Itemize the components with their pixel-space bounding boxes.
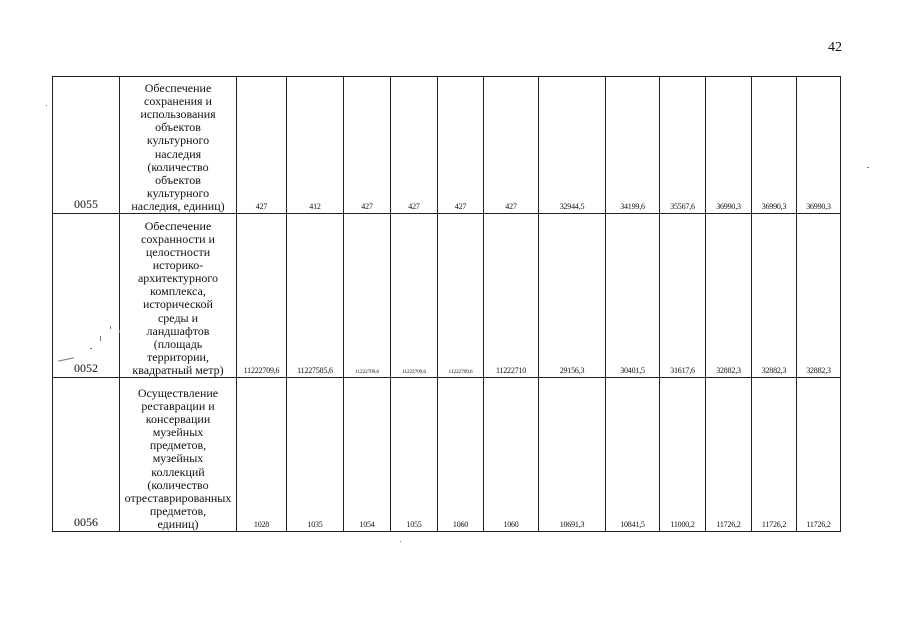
row-description: Осуществление реставрации и консервации музейных предметов, музейных коллекций (количество отреставрированных предметов, единиц) [120, 378, 237, 532]
value-cell: 11000,2 [660, 378, 706, 532]
row-code: 0055 [53, 77, 120, 214]
value-cell: 10691,3 [539, 378, 606, 532]
value-cell: 427 [344, 77, 391, 214]
scan-mark [400, 541, 401, 542]
value-cell: 427 [237, 77, 287, 214]
value-cell: 31617,6 [660, 214, 706, 378]
table-row [53, 214, 841, 378]
row-description: Обеспечение сохранения и использования объектов культурного наследия (количество объектов культурного наследия, единиц) [120, 77, 237, 214]
data-table [52, 76, 841, 532]
value-cell: 32944,5 [539, 77, 606, 214]
scan-mark [867, 167, 869, 168]
value-cell: 11222710 [484, 214, 539, 378]
value-cell: 10841,5 [606, 378, 660, 532]
value-cell: 36990,3 [797, 77, 841, 214]
value-cell: 29156,3 [539, 214, 606, 378]
scan-mark [90, 348, 92, 349]
scan-mark [110, 326, 111, 329]
page-number: 42 [828, 40, 842, 55]
value-cell: 427 [438, 77, 484, 214]
row-description: Обеспечение сохранности и целостности историко- архитектурного комплекса, исторической среды и ландшафтов (площадь территории, квадратный метр) [120, 214, 237, 378]
value-cell: 1055 [391, 378, 438, 532]
value-cell: 36990,3 [706, 77, 752, 214]
table-row [53, 378, 841, 532]
value-cell: 11726,2 [752, 378, 797, 532]
value-cell: 36990,3 [752, 77, 797, 214]
value-cell: 32882,3 [797, 214, 841, 378]
table-row [53, 77, 841, 214]
value-cell: 11726,2 [706, 378, 752, 532]
value-cell: 32882,3 [752, 214, 797, 378]
value-cell: 1060 [484, 378, 539, 532]
value-cell: 11222709,6 [391, 214, 438, 378]
value-cell: 11222709,6 [438, 214, 484, 378]
value-cell: 30401,5 [606, 214, 660, 378]
scan-mark [46, 105, 47, 106]
value-cell: 35567,6 [660, 77, 706, 214]
value-cell: 11222709,6 [344, 214, 391, 378]
value-cell: 427 [484, 77, 539, 214]
scan-mark [100, 336, 101, 341]
value-cell: 1054 [344, 378, 391, 532]
row-code: 0052 [53, 214, 120, 378]
value-cell: 1035 [287, 378, 344, 532]
value-cell: 11227585,6 [287, 214, 344, 378]
value-cell: 1028 [237, 378, 287, 532]
row-code: 0056 [53, 378, 120, 532]
value-cell: 11726,2 [797, 378, 841, 532]
value-cell: 32882,3 [706, 214, 752, 378]
value-cell: 412 [287, 77, 344, 214]
scan-mark [119, 330, 120, 333]
value-cell: 34199,6 [606, 77, 660, 214]
value-cell: 427 [391, 77, 438, 214]
value-cell: 1060 [438, 378, 484, 532]
value-cell: 11222709,6 [237, 214, 287, 378]
